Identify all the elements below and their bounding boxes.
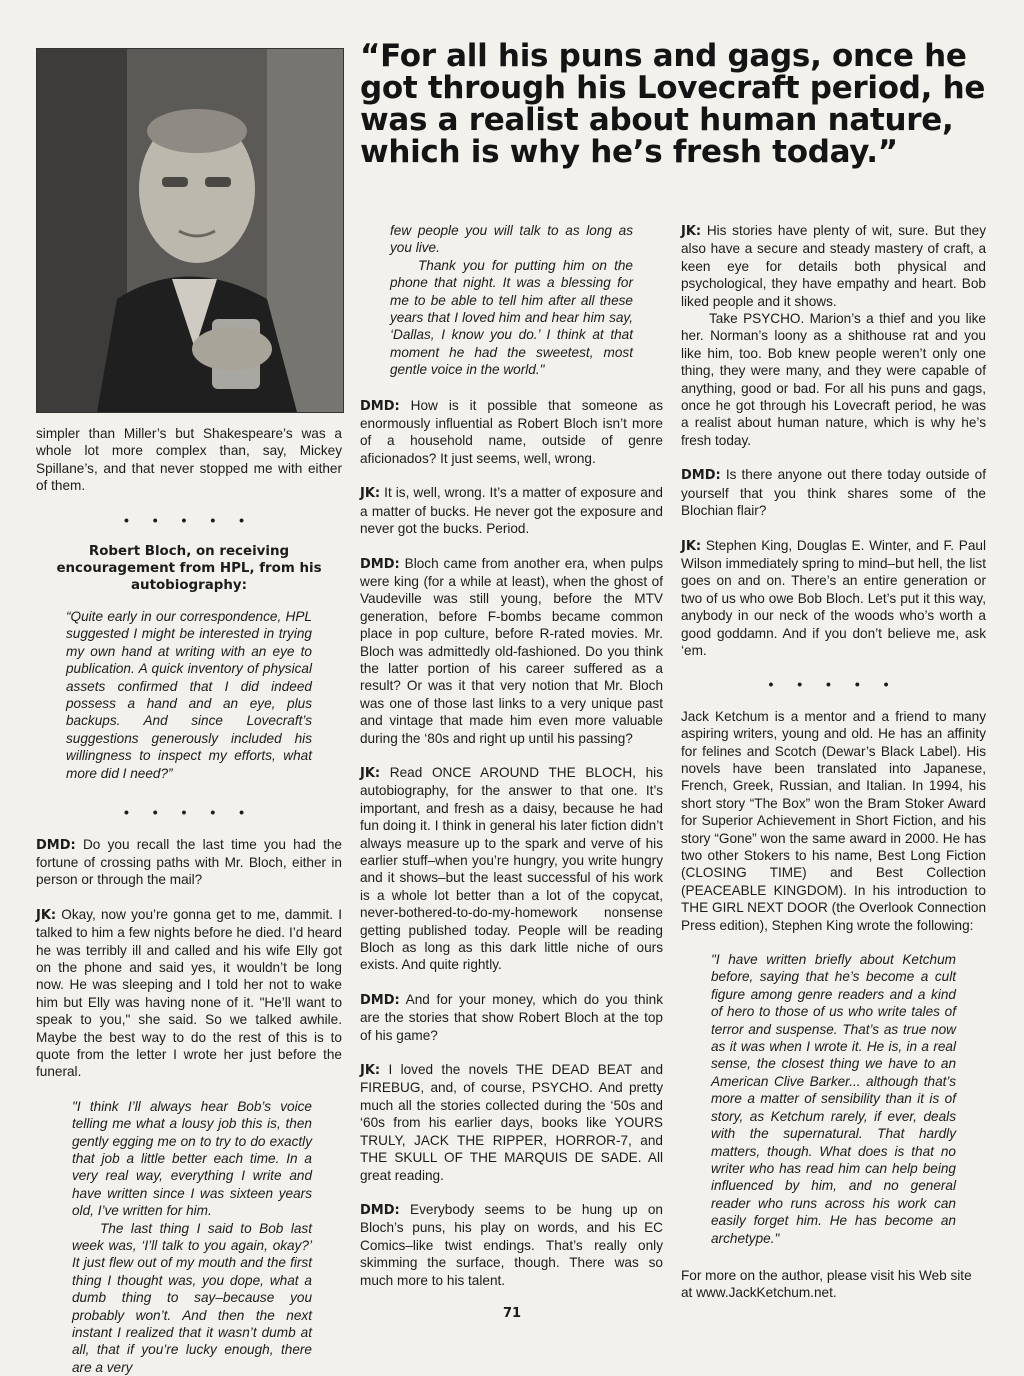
question-6 xyxy=(681,466,986,519)
question-2 xyxy=(360,397,663,468)
letter-quote xyxy=(36,1098,342,1376)
speaker-label: DMD: xyxy=(360,1202,400,1218)
question-4 xyxy=(360,991,663,1044)
answer-2 xyxy=(360,484,663,537)
answer-1 xyxy=(36,906,342,1081)
column-right xyxy=(681,222,986,1319)
section-divider-3: • • • • • xyxy=(768,676,899,693)
speaker-label: JK: xyxy=(360,486,381,502)
question-4-text: And for your money, which do you think are the stories that show Robert Bloch at the top of his game? xyxy=(360,991,663,1043)
letter-cont-paragraph-2: Thank you for putting him on the phone that night. It was a blessing for me to be able to tell him after all these years that I loved him and hear him say, ‘Dallas, I know you do.’ I think at that moment he had the sweetest, most gentle voice in the world." xyxy=(390,257,633,378)
letter-cont-paragraph-1: few people you will talk to as long as you live. xyxy=(390,223,633,256)
speaker-label: DMD: xyxy=(360,556,400,572)
answer-6-text: Stephen King, Douglas E. Winter, and F. Paul Wilson immediately spring to mind–but hell, the list goes on and on. There’s an entire generation or two of us who owe Bob Bloch. Let’s put it this way, anybody in our neck of the woods who’s worth a good goddamn. And if you don’t believe me, ask ‘em. xyxy=(681,537,987,658)
question-2-text: How is it possible that someone as enormously influential as Robert Bloch isn’t more of a household name, outside of genre aficionados? It just seems, well, wrong. xyxy=(360,397,663,466)
column-left xyxy=(36,425,342,1376)
answer-5-text: His stories have plenty of wit, sure. But they also have a secure and steady mastery of craft, a keen eye for details both physical and psychological, they have empathy and heart. Bob liked people and it shows. xyxy=(681,223,986,309)
letter-paragraph-1: "I think I’ll always hear Bob’s voice telling me what a lousy job this is, then gently egging me on to try to do exactly that job a little better each time. In a very real way, everything I write and have written since I was sixteen years old, I’ve written for him. xyxy=(72,1098,312,1219)
author-bio: Jack Ketchum is a mentor and a friend to many aspiring writers, young and old. He has an affinity for felines and Scotch (Dewar’s Black Label). His novels have been translated into Japanese, French, Greek, Russian, and Italian. In 1994, his short story “The Box” won the Bram Stoker Award for Superior Achievement in Short Fiction, and his story “Gone” won the same award in 2000. He has two other Stokers to his name, Best Long Fiction (CLOSING TIME) and Best Collection (PEACEABLE KINGDOM). In his introduction to THE GIRL NEXT DOOR (the Overlook Connection Press edition), Stephen King wrote the following: xyxy=(681,708,986,933)
question-1-text: Do you recall the last time you had the fortune of crossing paths with Mr. Bloch, either in person or through the mail? xyxy=(36,836,342,888)
answer-4-text: I loved the novels THE DEAD BEAT and FIREBUG, and, of course, PSYCHO. And pretty much all the stories collected during the ‘50s and ‘60s from his earlier days, books like YOURS TRULY, JACK THE RIPPER, HORROR-7, and THE SKULL OF THE MARQUIS DE SADE. All great reading. xyxy=(360,1062,664,1183)
answer-3-text: Read ONCE AROUND THE BLOCH, his autobiography, for the answer to that one. It’s important, and fresh as a daisy, because he had fun doing it. I think in general his later fiction didn’t always measure up to the spark and verve of his earlier stuff–when you’re hungry, you write hungry and it shows–but the least successful of his work is a whole lot better than a lot of the copycat, never-bothered-to-do-my-homework nonsense getting published today. People will be reading Bloch as long as this dark little niche of ours exists. And quite rightly. xyxy=(360,764,663,973)
letter-quote-continued xyxy=(360,222,663,379)
speaker-label: DMD: xyxy=(360,398,400,414)
portrait-illustration xyxy=(37,49,343,412)
question-3-text: Bloch came from another era, when pulps were king (for a while at least), when the ghost of Vaudeville was still young, before the MTV generation, before F-bombs became common place in pop culture, before R-rated movies. Mr. Bloch was admittedly old-fashioned. Do you think the latter portion of his career suffered as a result? Or was it that very notion that Mr. Bloch was one of those last links to a very unique past and vintage that made him even more valuable during the ‘80s and right up until his passing? xyxy=(360,555,663,746)
question-6-text: Is there anyone out there today outside of yourself that you think shares some of the Blochian flair? xyxy=(681,467,986,519)
author-photo xyxy=(36,48,344,413)
king-quote-text: "I have written briefly about Ketchum before, saying that he’s become a cult figure among genre readers and a kind of hero to those of us who write tales of terror and suspense. That’s as true now as it was when I wrote it. He is, in a real sense, the closest thing we have to an American Clive Barker... although that’s more a matter of sensibility than it is of story, as Ketchum rarely, if ever, deals with the supernatural. That hardly matters, though. What does is that no writer who has read him can help being influenced by him, and no general reader who runs across his work can easily forget him. He has become an archetype." xyxy=(711,952,956,1246)
answer-3 xyxy=(360,764,663,974)
footer-note: For more on the author, please visit his Web site at www.JackKetchum.net. xyxy=(681,1267,972,1301)
answer-6 xyxy=(681,537,986,660)
speaker-label: JK: xyxy=(360,765,381,781)
speaker-label: DMD: xyxy=(360,992,400,1008)
answer-4 xyxy=(360,1061,663,1184)
speaker-label: JK: xyxy=(36,907,57,923)
speaker-label: DMD: xyxy=(36,837,76,853)
hpl-quote-text: “Quite early in our correspondence, HPL suggested I might be interested in trying my own hand at writing with an eye to publication. A quick inventory of physical assets confirmed that I did indeed possess a hand and an eye, plus backups. And since Lovecraft’s suggestions generously included his willingness to inspect my efforts, what more did I need?” xyxy=(66,609,312,781)
column-middle xyxy=(360,222,663,1306)
speaker-label: JK: xyxy=(681,224,702,239)
lead-paragraph: simpler than Miller’s but Shakespeare’s was a whole lot more complex than, say, Mickey Spillane’s, and that never stopped me with either of them. xyxy=(36,426,342,494)
speaker-label: JK: xyxy=(360,1063,381,1079)
answer-5-continued: Take PSYCHO. Marion’s a thief and you like her. Norman’s loony as a shithouse rat and you like him, too. Bob knew people weren’t only one thing, they were many, and they were capable of anything, good or bad. For all his puns and gags, once he got through his Lovecraft period, he was a realist about human nature, which is why he’s fresh today. xyxy=(681,311,986,448)
answer-1-text: Okay, now you’re gonna get to me, dammit. I talked to him a few nights before he died. I’d heard he was terribly ill and called and his wife Elly got on the phone and said yes, it wouldn’t be long now. He was sleeping and I told her not to wake him but Elly was having none of it. "He’ll want to speak to you," she said. So we talked awhile. Maybe the best way to do the rest of this is to quote from the letter I wrote her just before the funeral. xyxy=(36,906,342,1080)
speaker-label: JK: xyxy=(681,538,702,554)
question-5-text: Everybody seems to be hung up on Bloch’s puns, his play on words, and his EC Comics–like twist endings. That’s really only skimming the surface, though. There was so much more to his talent. xyxy=(360,1201,663,1288)
speaker-label: DMD: xyxy=(681,468,721,484)
hpl-quote xyxy=(36,608,342,782)
answer-2-text: It is, well, wrong. It’s a matter of exposure and a matter of bucks. He never got the exposure and never got the bucks. Period. xyxy=(360,485,663,537)
question-1 xyxy=(36,836,342,889)
question-5 xyxy=(360,1201,663,1289)
king-quote xyxy=(681,951,986,1247)
answer-5 xyxy=(681,222,986,310)
section-divider: • • • • • xyxy=(123,511,255,528)
section-heading: Robert Bloch, on receiving encouragement from HPL, from his autobiography: xyxy=(56,544,322,594)
letter-paragraph-2: The last thing I said to Bob last week was, ‘I’ll talk to you again, okay?’ It just flew out of my mouth and the first thing I thought was, you dope, what a dumb thing to say–because you probably won’t. And then the next instant I realized that it wasn’t dumb at all, that if you’re lucky enough, there are a very xyxy=(72,1220,312,1375)
pull-quote: “For all his puns and gags, once he got through his Lovecraft period, he was a realist about human nature, which is why he’s fresh today.” xyxy=(360,38,986,170)
page-number: 71 xyxy=(502,1306,522,1321)
question-3 xyxy=(360,555,663,747)
section-divider-2: • • • • • xyxy=(123,804,255,821)
